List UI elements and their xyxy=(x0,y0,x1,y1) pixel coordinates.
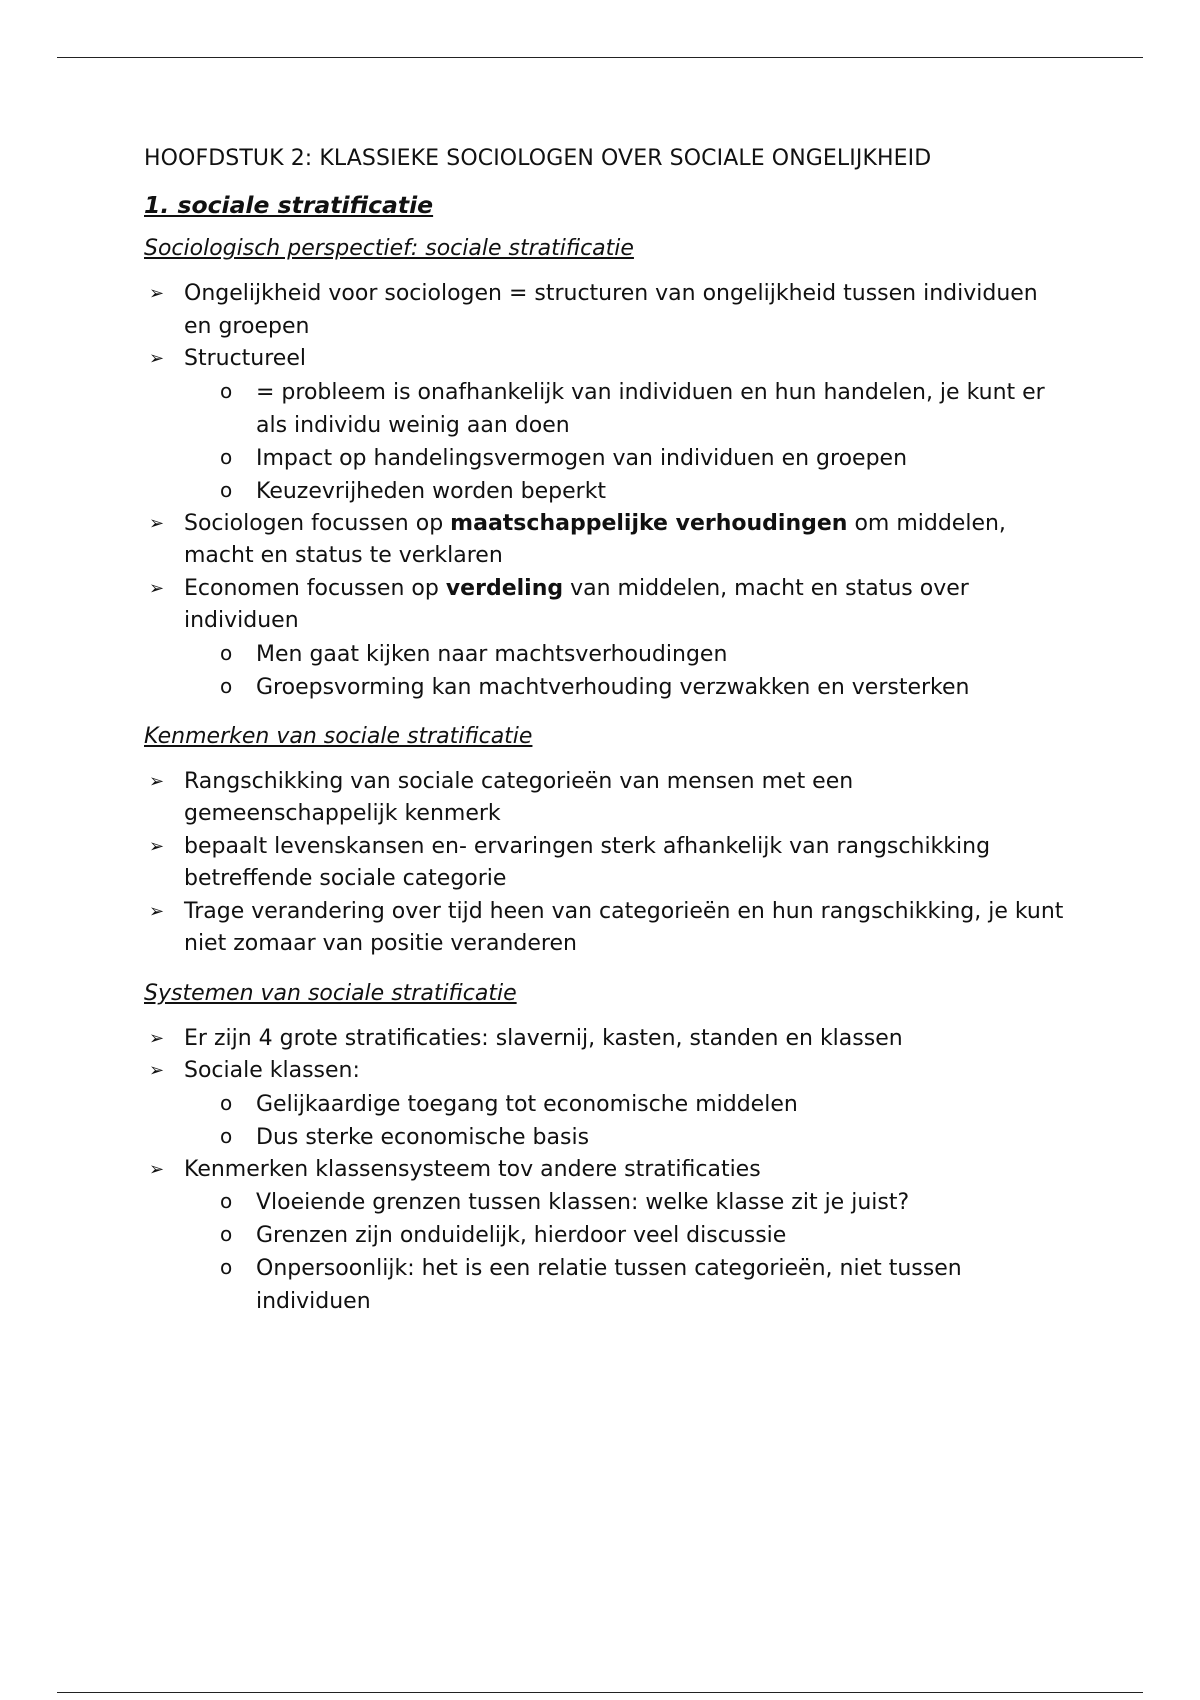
arrow-bullet-icon: ➢ xyxy=(149,348,165,369)
circle-bullet-icon: o xyxy=(220,477,233,502)
circle-bullet-icon: o xyxy=(220,1090,233,1115)
sub-list-item xyxy=(144,638,1064,671)
sub-list-item-text: Groepsvorming kan machtverhouding verzwakken en versterken xyxy=(256,674,970,700)
list-item xyxy=(144,278,1064,343)
sub-list-item-text: Onpersoonlijk: het is een relatie tussen categorieën, niet tussen individuen xyxy=(256,1256,962,1314)
sub-list xyxy=(184,1088,1064,1154)
sub-list-item-text: Vloeiende grenzen tussen klassen: welke klasse zit je juist? xyxy=(256,1190,910,1215)
list-item-text: Sociale klassen: xyxy=(184,1058,360,1083)
sub-list xyxy=(184,638,1064,704)
bullet-list xyxy=(144,766,1064,961)
arrow-bullet-icon: ➢ xyxy=(149,1060,165,1081)
sub-list-item-text: Men gaat kijken naar machtsverhoudingen xyxy=(256,641,728,667)
sub-list xyxy=(184,1186,1064,1318)
arrow-bullet-icon: ➢ xyxy=(149,1027,165,1049)
circle-bullet-icon: o xyxy=(220,378,233,403)
sub-list-item-text: Gelijkaardige toegang tot economische middelen xyxy=(256,1091,798,1117)
list-item-text: bepaalt levenskansen en- ervaringen sterk afhankelijk van rangschikking betreffende sociale categorie xyxy=(184,833,991,891)
circle-bullet-icon: o xyxy=(220,1123,233,1148)
circle-bullet-icon: o xyxy=(220,1222,233,1246)
list-item xyxy=(144,831,1064,896)
sub-list-item-text: = probleem is onafhankelijk van individuen en hun handelen, je kunt er als individu weinig aan doen xyxy=(256,379,1045,438)
list-item-text: Economen focussen op verdeling van middelen, macht en status over individuen xyxy=(184,575,969,633)
list-item xyxy=(144,896,1064,961)
sub-list-item-text: Grenzen zijn onduidelijk, hierdoor veel discussie xyxy=(256,1223,787,1248)
sub-list-item xyxy=(144,1121,1064,1154)
sub-list-item xyxy=(144,376,1064,442)
list-item xyxy=(144,766,1064,831)
list-item-text: Sociologen focussen op maatschappelijke verhoudingen om middelen, macht en status te verklaren xyxy=(184,510,1006,568)
circle-bullet-icon: o xyxy=(220,640,233,665)
header-rule xyxy=(57,57,1143,58)
list-item-text: Rangschikking van sociale categorieën van mensen met een gemeenschappelijk kenmerk xyxy=(184,768,854,826)
list-item xyxy=(144,343,1064,508)
sub-list-item xyxy=(144,1088,1064,1121)
list-item-text: Trage verandering over tijd heen van categorieën en hun rangschikking, je kunt niet zomaar van positie veranderen xyxy=(184,898,1064,956)
list-item-text: Kenmerken klassensysteem tov andere stratificaties xyxy=(184,1156,761,1182)
list-item-text: Structureel xyxy=(184,346,306,371)
section-blocks xyxy=(144,234,1064,1318)
circle-bullet-icon: o xyxy=(220,1189,233,1213)
arrow-bullet-icon: ➢ xyxy=(149,770,165,792)
sub-list-item xyxy=(144,475,1064,508)
sub-list-item xyxy=(144,671,1064,704)
list-item xyxy=(144,573,1064,704)
bold-term: maatschappelijke verhoudingen xyxy=(450,510,848,536)
subheading: Kenmerken van sociale stratificatie xyxy=(144,723,533,749)
circle-bullet-icon: o xyxy=(220,444,233,469)
list-item xyxy=(144,1055,1064,1154)
list-item xyxy=(144,1023,1064,1056)
sub-list-item-text: Impact op handelingsvermogen van individuen en groepen xyxy=(256,445,908,471)
section-title: 1. sociale stratificatie xyxy=(144,191,434,219)
sub-list-item-text: Dus sterke economische basis xyxy=(256,1124,590,1150)
bullet-list xyxy=(144,1023,1064,1319)
arrow-bullet-icon: ➢ xyxy=(149,512,165,534)
arrow-bullet-icon: ➢ xyxy=(149,577,165,599)
subheading: Sociologisch perspectief: sociale stratificatie xyxy=(144,236,634,261)
list-item-text: Er zijn 4 grote stratificaties: slavernij, kasten, standen en klassen xyxy=(184,1025,903,1051)
list-item xyxy=(144,1154,1064,1319)
arrow-bullet-icon: ➢ xyxy=(149,283,165,304)
sub-list-item xyxy=(144,1186,1064,1219)
arrow-bullet-icon: ➢ xyxy=(149,835,165,857)
bold-term: verdeling xyxy=(445,575,564,601)
circle-bullet-icon: o xyxy=(220,673,233,698)
sub-list-item xyxy=(144,442,1064,475)
bullet-list xyxy=(144,278,1064,704)
subheading: Systemen van sociale stratificatie xyxy=(144,980,517,1006)
chapter-title: HOOFDSTUK 2: KLASSIEKE SOCIOLOGEN OVER SOCIALE ONGELIJKHEID xyxy=(144,146,932,171)
list-item xyxy=(144,508,1064,573)
footer-rule xyxy=(57,1692,1143,1693)
list-item-text: Ongelijkheid voor sociologen = structuren van ongelijkheid tussen individuen en groepen xyxy=(184,281,1038,339)
arrow-bullet-icon: ➢ xyxy=(149,900,165,922)
sub-list-item xyxy=(144,1252,1064,1318)
arrow-bullet-icon: ➢ xyxy=(149,1158,165,1180)
circle-bullet-icon: o xyxy=(220,1255,233,1279)
sub-list-item-text: Keuzevrijheden worden beperkt xyxy=(256,478,607,504)
sub-list-item xyxy=(144,1219,1064,1252)
sub-list xyxy=(184,376,1064,508)
document-body xyxy=(144,144,1064,1336)
